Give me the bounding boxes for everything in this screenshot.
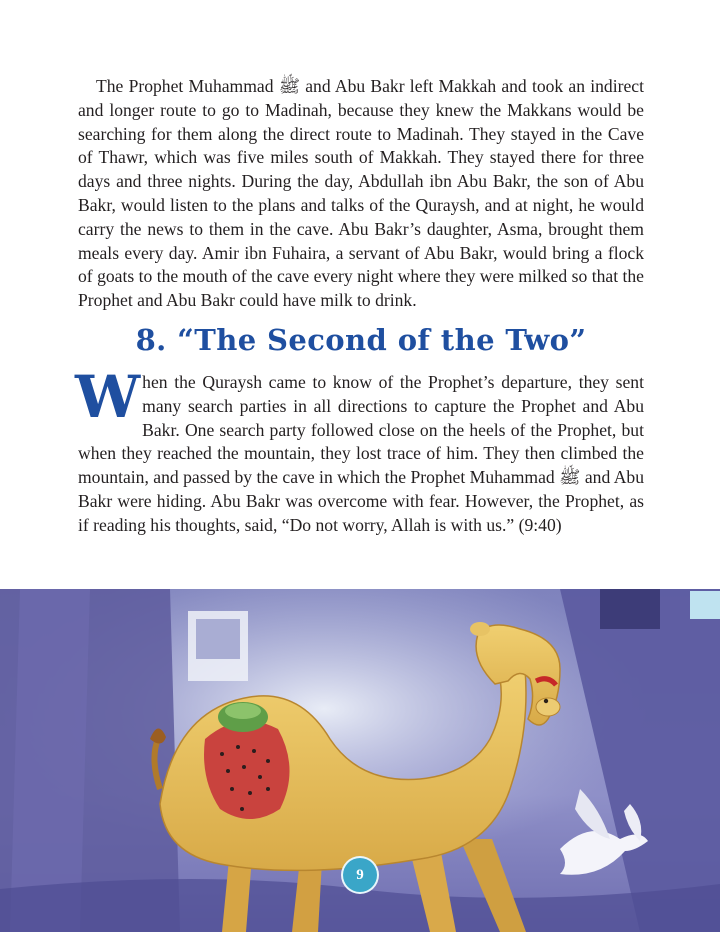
body-paragraph-2 xyxy=(75,363,644,538)
body-paragraph-2-text: hen the Quraysh came to know of the Prophet’s departure, they sent many search parties in all directions to capture the Prophet and Abu Bakr. One search party followed close on the heels of the Prophet, but when they reached the mountain, they lost trace of him. They then climbed the mountain, and passed by the cave in which the Prophet Muhammad ﷺ and Abu Bakr were hiding. Abu Bakr was overcome with fear. However, the Prophet, as if reading his thoughts, said, “Do not worry, Allah is with us.” (9:40) xyxy=(78,372,644,535)
chapter-heading: 8. “The Second of the Two” xyxy=(135,323,587,357)
drop-cap: W xyxy=(75,363,141,431)
body-paragraph-1: The Prophet Muhammad ﷺ and Abu Bakr left Makkah and took an indirect and longer route to go to Madinah, because they knew the Makkans would be searching for them along the direct route to Madinah. They stayed in the Cave of Thawr, which was five miles south of Makkah. They stayed there for three days and three nights. During the day, Abdullah ibn Abu Bakr, the son of Abu Bakr, would listen to the plans and talks of the Quraysh, and at night, he would carry the news to them in the cave. Abu Bakr’s daughter, Asma, brought them meals every day. Amir ibn Fuhaira, a servant of Abu Bakr, would bring a flock of goats to the mouth of the cave every night where they were milked so that the Prophet and Abu Bakr could have milk to drink. xyxy=(78,76,644,311)
page-number-badge: 9 xyxy=(343,858,377,892)
